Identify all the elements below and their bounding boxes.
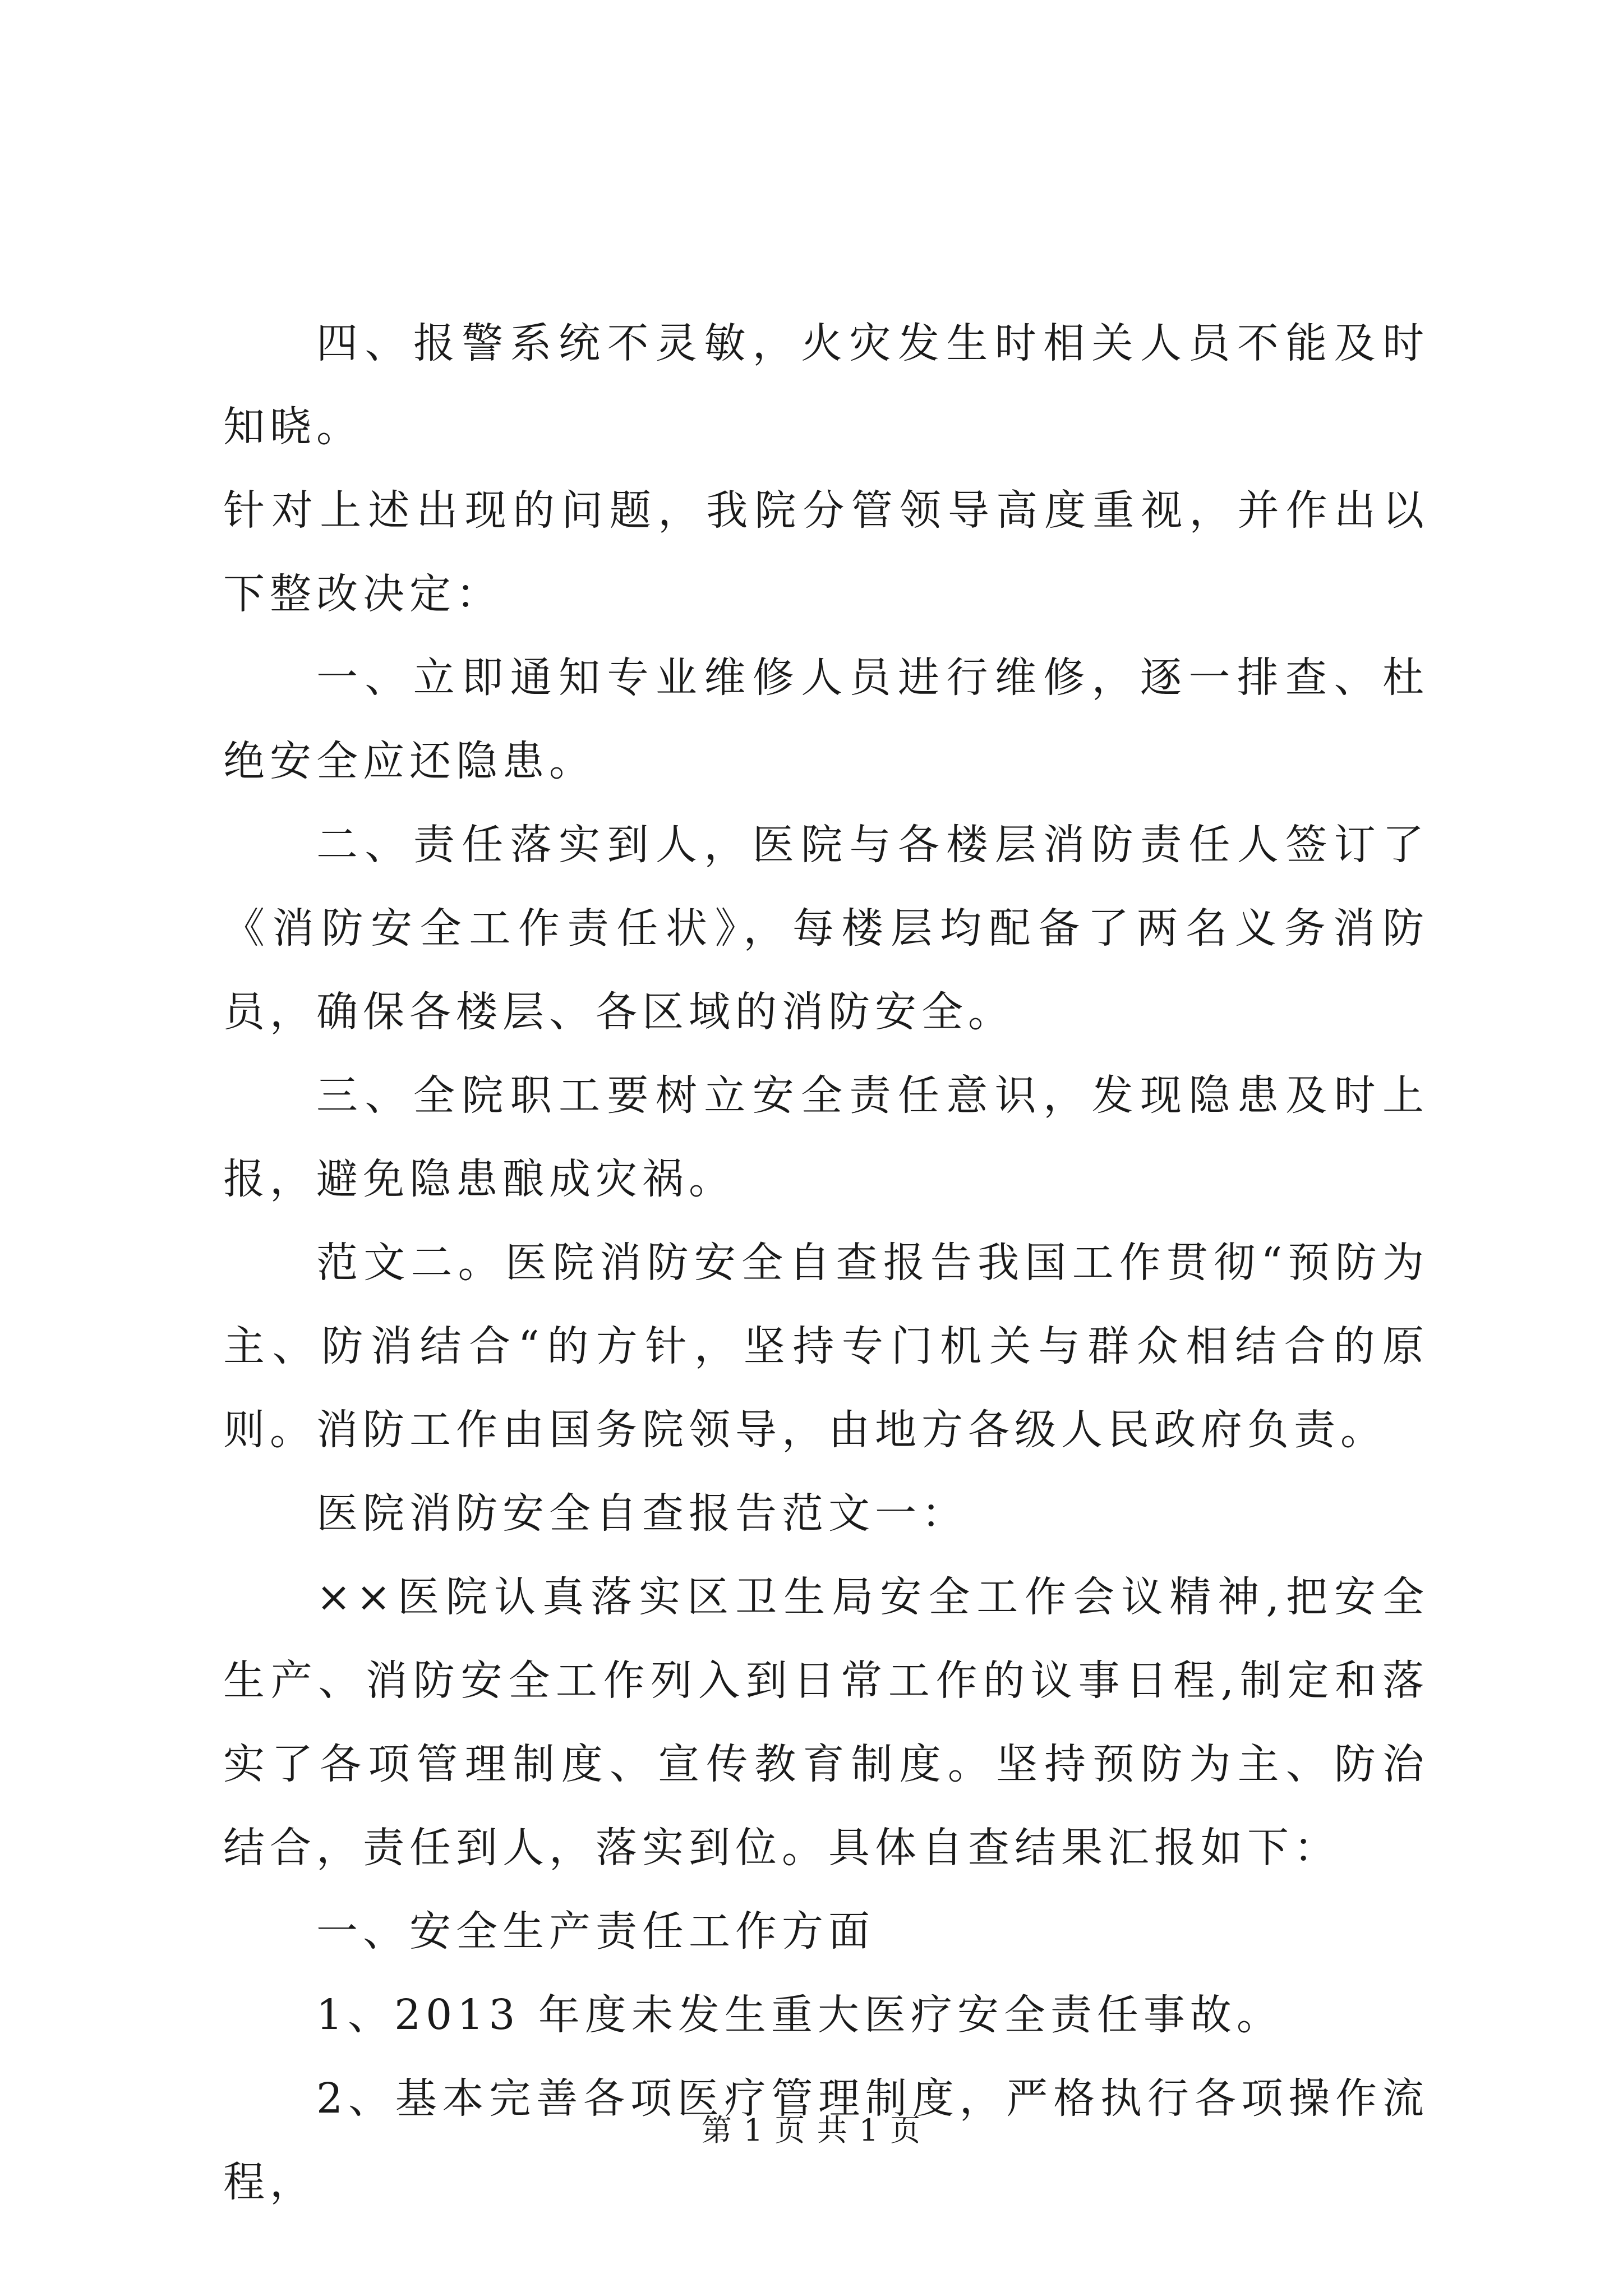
paragraph-measure-1: 一、立即通知专业维修人员进行维修，逐一排查、杜绝安全应还隐患。 (223, 654, 1429, 785)
paragraph-list-item-1: 1、2013 年度未发生重大医疗安全责任事故。 (316, 1991, 1283, 2039)
page-footer (0, 2106, 1623, 2150)
paragraph-list-item-2: 2、基本完善各项医疗管理制度，严格执行各项操作流程， (223, 2074, 1429, 2206)
page-number-label: 第 1 页 共 1 页 (701, 2113, 922, 2148)
paragraph-rectification-intro: 针对上述出现的问题，我院分管领导高度重视，并作出以下整改决定： (223, 486, 1429, 618)
paragraph-section-1-heading: 一、安全生产责任工作方面 (316, 1907, 875, 1955)
document-body (223, 302, 1429, 2224)
paragraph-item-4: 四、报警系统不灵敏，火灾发生时相关人员不能及时知晓。 (223, 319, 1429, 451)
paragraph-hospital-summary: ××医院认真落实区卫生局安全工作会议精神,把安全生产、消防安全工作列入到日常工作的议事日程,制定和落实了各项管理制度、宣传教育制度。坚持预防为主、防治结合，责任到人，落实到位。具体自查结果汇报如下： (223, 1573, 1429, 1872)
paragraph-sample-1-heading: 医院消防安全自查报告范文一： (316, 1489, 968, 1538)
paragraph-measure-3: 三、全院职工要树立安全责任意识，发现隐患及时上报，避免隐患酿成灾祸。 (223, 1071, 1429, 1203)
paragraph-measure-2: 二、责任落实到人，医院与各楼层消防责任人签订了《消防安全工作责任状》，每楼层均配备了两名义务消防员，确保各楼层、各区域的消防安全。 (223, 821, 1429, 1036)
paragraph-sample-2: 范文二。医院消防安全自查报告我国工作贯彻“预防为主、防消结合“的方针，坚持专门机关与群众相结合的原则。消防工作由国务院领导，由地方各级人民政府负责。 (223, 1239, 1429, 1454)
